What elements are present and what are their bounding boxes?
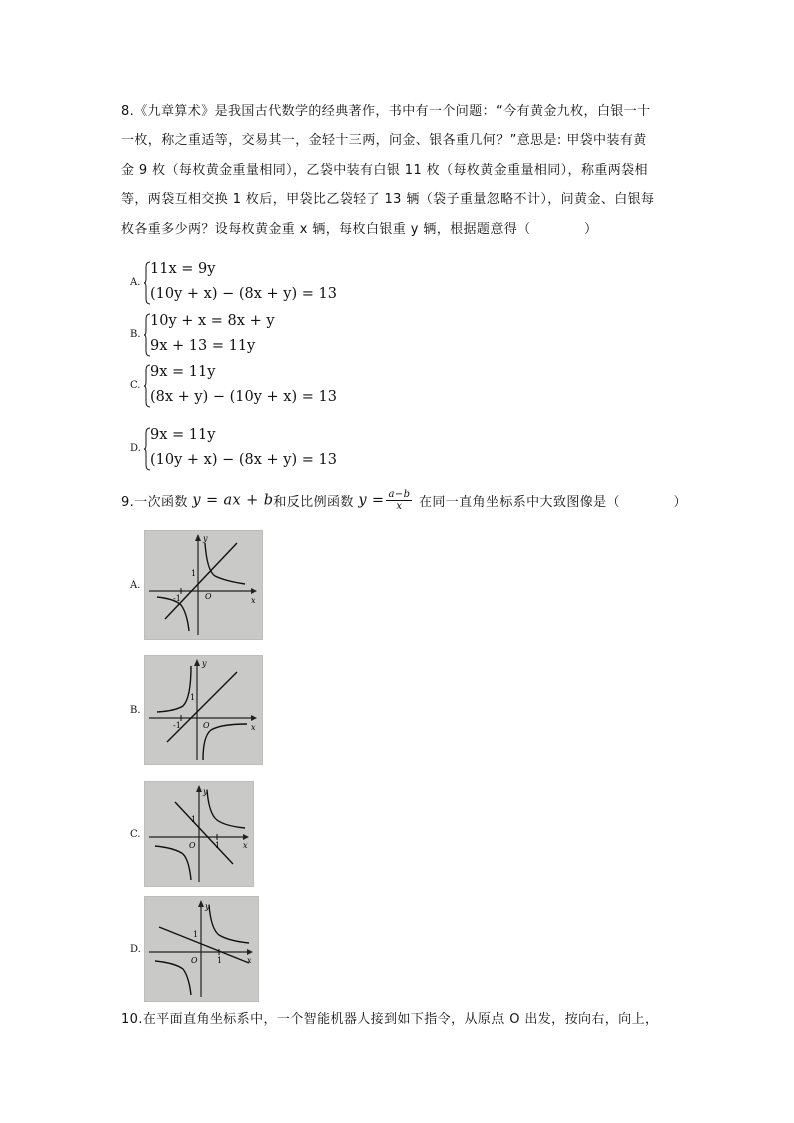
tick-label-one: 1: [191, 569, 197, 578]
tick-label-one-x: 1: [217, 956, 223, 965]
y-axis-label: y: [203, 787, 208, 796]
origin-label: O: [191, 956, 198, 965]
graph-d-plot: [145, 897, 258, 1001]
line-graph: [159, 927, 249, 963]
linear-function: y = ax + b: [192, 492, 274, 509]
hyperbola-branch-2: [203, 724, 247, 760]
x-axis-label: x: [251, 596, 256, 605]
q8-line-1: 8.《九章算术》是我国古代数学的经典著作，书中有一个问题：“今有黄金九枚，白银一十: [121, 104, 651, 119]
y-axis-arrow-icon: [195, 534, 201, 541]
equation-2: (10y + x) − (8x + y) = 13: [150, 286, 337, 302]
y-axis-arrow-icon: [194, 659, 200, 666]
q9-suffix: 在同一直角坐标系中大致图像是（ ）: [414, 495, 687, 510]
equation-1: 11x = 9y: [150, 261, 216, 277]
q8-line-2: 一枚，称之重适等，交易其一，金轻十三两，问金、银各重几何？”意思是: 甲袋中装有黄: [121, 133, 647, 148]
equation-2: (10y + x) − (8x + y) = 13: [150, 452, 337, 468]
option-label: D.: [130, 443, 141, 454]
y-axis-arrow-icon: [198, 900, 204, 907]
tick-label-one: 1: [193, 930, 199, 939]
hyperbola-branch-1: [205, 543, 245, 584]
graph-b-plot: [145, 656, 262, 764]
q9-prefix: 9.一次函数: [121, 495, 193, 510]
graph-a-plot: [145, 531, 262, 639]
option-label: C.: [130, 380, 141, 391]
x-axis-label: x: [247, 956, 252, 965]
option-label: B.: [130, 705, 141, 716]
tick-label-one: 1: [191, 815, 197, 824]
y-axis-label: y: [203, 534, 208, 543]
equation-2: (8x + y) − (10y + x) = 13: [150, 389, 337, 405]
q8-line-4: 等，两袋互相交换 1 枚后，甲袋比乙袋轻了 13 辆（袋子重量忽略不计），问黄金、白银每: [121, 192, 655, 207]
equation-1: 9x = 11y: [150, 427, 216, 443]
hyperbola-branch-1: [209, 905, 249, 943]
fraction-numerator: a−b: [388, 489, 411, 500]
equation-1: 10y + x = 8x + y: [150, 313, 275, 329]
graph-a: [144, 530, 263, 640]
x-axis-arrow-icon: [243, 834, 249, 840]
origin-label: O: [189, 841, 196, 850]
graph-d: [144, 896, 259, 1002]
equation-2: 9x + 13 = 11y: [150, 338, 256, 354]
x-axis-arrow-icon: [251, 715, 257, 721]
y-axis-arrow-icon: [196, 785, 202, 792]
tick-label-one-x: 1: [215, 841, 221, 850]
option-label: B.: [130, 329, 141, 340]
y-axis-label: y: [205, 902, 210, 911]
hyperbola-branch-1: [207, 790, 245, 828]
hyperbola-branch-2: [155, 961, 191, 995]
hyperbola-branch-2: [155, 846, 191, 880]
origin-label: O: [205, 592, 212, 601]
tick-label-neg-one: -1: [173, 594, 181, 603]
q9-stem: [121, 489, 687, 512]
graph-c-plot: [145, 782, 253, 886]
question-10: 10.在平面直角坐标系中，一个智能机器人接到如下指令，从原点 O 出发，按向右，向上，: [121, 1012, 659, 1027]
equation-1: 9x = 11y: [150, 364, 216, 380]
y-axis-label: y: [202, 659, 207, 668]
graph-c: [144, 781, 254, 887]
line-graph: [165, 543, 237, 619]
fraction-denominator: x: [396, 501, 403, 512]
x-axis-label: x: [243, 841, 248, 850]
option-label: C.: [130, 829, 141, 840]
x-axis-arrow-icon: [247, 949, 253, 955]
graph-b: [144, 655, 263, 765]
hyperbola-branch-1: [157, 666, 191, 712]
inverse-lhs: y =: [358, 492, 385, 509]
option-label: D.: [130, 944, 141, 955]
q8-line-5: 枚各重多少两？设每枚黄金重 x 辆，每枚白银重 y 辆，根据题意得（ ）: [121, 222, 598, 237]
x-axis-label: x: [251, 723, 256, 732]
tick-label-one: 1: [190, 693, 196, 702]
x-axis-arrow-icon: [251, 588, 257, 594]
line-graph: [167, 672, 237, 742]
origin-label: O: [203, 721, 210, 730]
q9-mid: 和反比例函数: [273, 495, 359, 510]
inverse-fraction: [386, 489, 412, 512]
option-label: A.: [130, 277, 141, 288]
q8-line-3: 金 9 枚（每枚黄金重量相同），乙袋中装有白银 11 枚（每枚黄金重量相同），称重两袋相: [121, 163, 648, 178]
option-label: A.: [130, 580, 141, 591]
tick-label-neg-one: -1: [173, 721, 181, 730]
